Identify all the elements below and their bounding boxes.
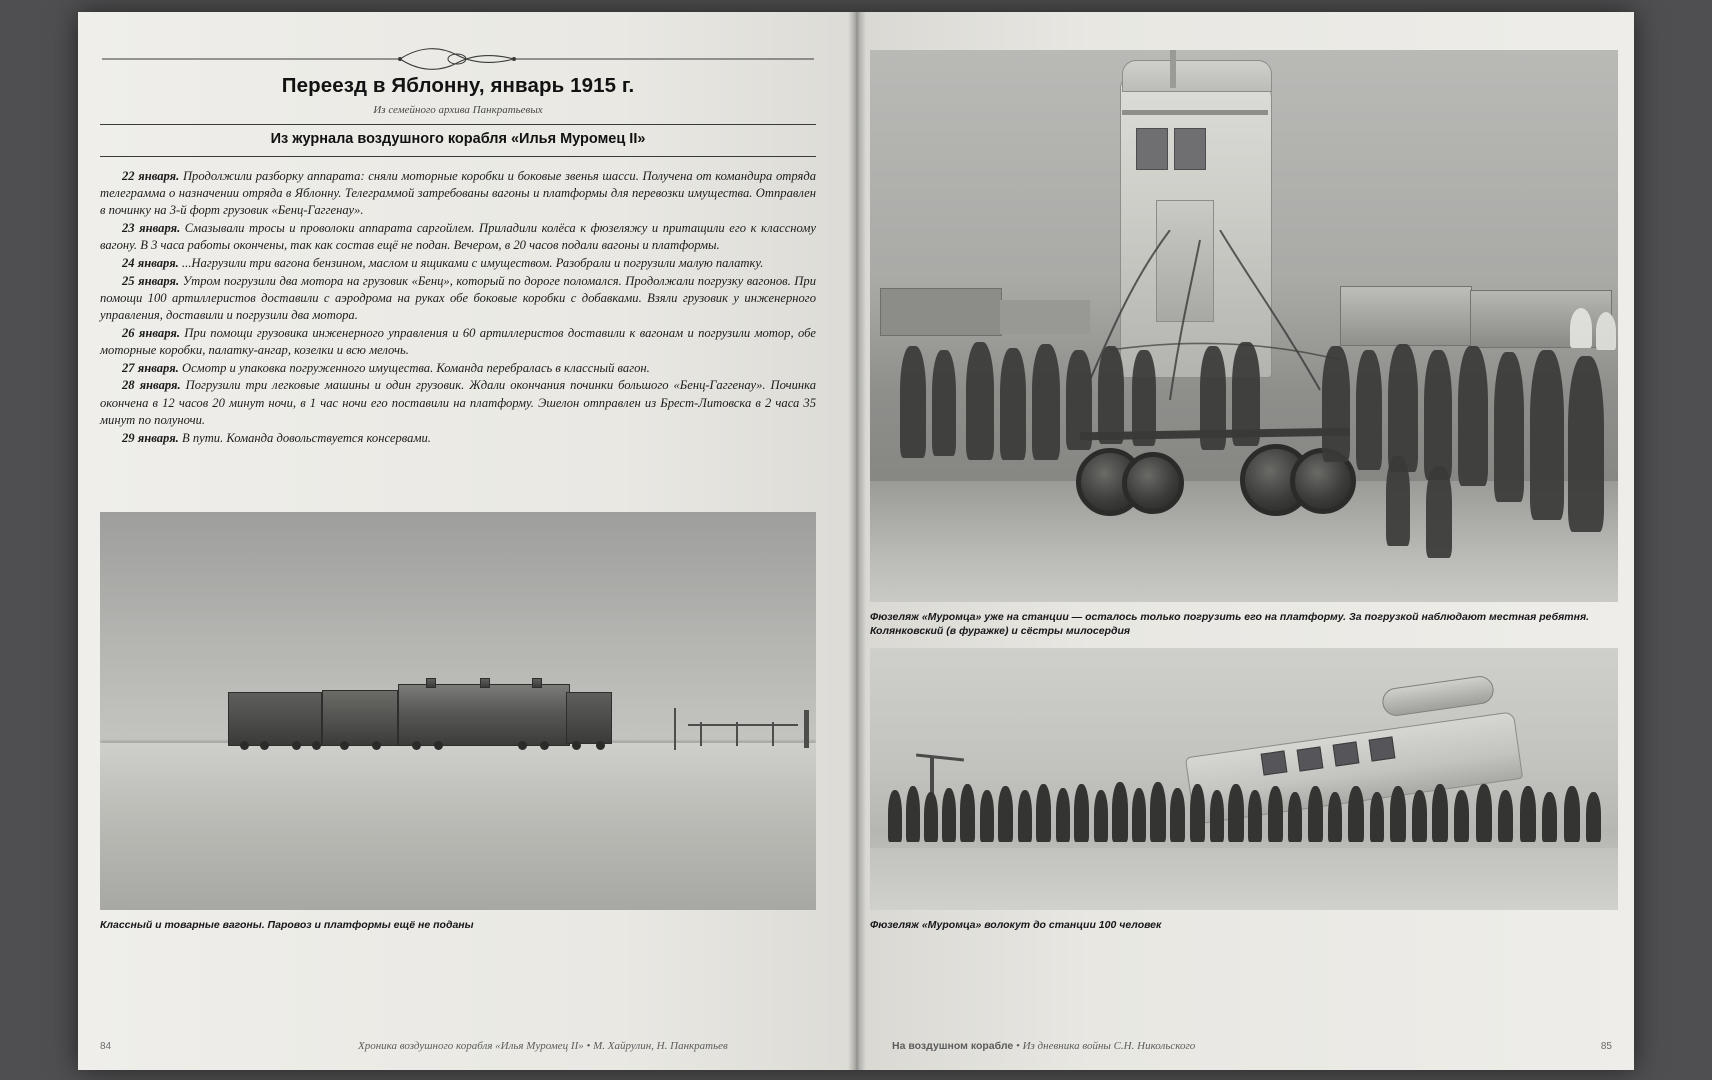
hauler: [924, 792, 938, 842]
journal-entry: [100, 273, 816, 325]
car-wheel: [312, 741, 321, 750]
journal-entry-text: Осмотр и упаковка погруженного имущества. Команда перебралась в классный вагон.: [178, 360, 650, 375]
person-in-crowd: [1424, 350, 1452, 480]
journal-entry-text: ...Нагрузили три вагона бензином, маслом и ящиками с имуществом. Разобрали и погрузили малую палатку.: [178, 256, 764, 271]
page-title: Переезд в Яблонну, январь 1915 г.: [281, 74, 635, 97]
hauler: [1018, 790, 1032, 842]
distant-structure: [804, 710, 809, 748]
hauler: [1476, 784, 1492, 842]
journal-entry: [100, 255, 816, 272]
journal-entry: [100, 377, 816, 429]
person-in-crowd: [1066, 350, 1092, 450]
car-wheel: [518, 741, 527, 750]
book-spread: [78, 12, 1634, 1070]
journal-entry-text: Смазывали тросы и проволоки аппарата саргойлем. Приладили колёса к фюзеляжу и притащили его к классному вагону. В 3 часа работы окончены, так как состав ещё не подан. Вечером, в 20 часов подали вагоны и платформы.: [100, 221, 816, 253]
person-in-crowd: [1032, 344, 1060, 460]
running-head-left: Хроника воздушного корабля «Илья Муромец II» • М. Хайрулин, Н. Панкратьев: [358, 1040, 728, 1052]
car-wheel: [412, 741, 421, 750]
person-in-crowd: [1356, 350, 1382, 470]
car-wheel: [434, 741, 443, 750]
journal-entry-date: 28 января.: [122, 378, 181, 393]
journal-entry-date: 26 января.: [122, 325, 180, 340]
journal-entry-date: 22 января.: [122, 169, 180, 183]
journal-entry: [100, 220, 816, 254]
undercarriage-wheel: [1122, 452, 1184, 514]
fuselage-window: [1261, 750, 1288, 775]
person-in-crowd: [966, 342, 994, 460]
hauler: [1228, 784, 1244, 842]
person-in-crowd: [1494, 352, 1524, 502]
caption-fuselage-photo: Фюзеляж «Муромца» уже на станции — осталось только погрузить его на платформу. За погрузкой наблюдают местная ребятня. Колянковский (в фуражке) и сёстры милосердия: [870, 611, 1590, 637]
photo-snow-field: [100, 743, 816, 910]
hauler: [1074, 784, 1089, 842]
car-wheel: [596, 741, 605, 750]
hauler: [1586, 792, 1601, 842]
hauler: [1132, 788, 1146, 842]
photo-train-in-snow: [100, 512, 816, 910]
fuselage-window: [1136, 128, 1168, 170]
hauler: [1520, 786, 1536, 842]
hauler: [1094, 790, 1108, 842]
car-roof-vent-3: [532, 678, 542, 688]
journal-entry-date: 23 января.: [122, 221, 181, 236]
photo-fuselage-at-station: [870, 50, 1618, 602]
journal-entry-text: Утром погрузили два мотора на грузовик «Бенц», который по дороге поломался. Продолжали погрузку вагонов. При помощи 100 артиллеристов доставили с аэродрома на руках обе боковые коробки с добавками. Взяли грузовик у инженерного управления, доставили и погрузили два мотора.: [100, 273, 816, 323]
car-wheel: [572, 741, 581, 750]
person-in-crowd: [1388, 344, 1418, 472]
person-in-crowd: [1132, 350, 1156, 446]
caption-train-photo: Классный и товарные вагоны. Паровоз и платформы ещё не поданы: [100, 919, 474, 931]
hauler: [942, 788, 956, 842]
journal-entry-date: 24 января.: [122, 256, 179, 271]
caption-hauling-photo: Фюзеляж «Муромца» волокут до станции 100 человек: [870, 919, 1162, 931]
fuselage-window: [1174, 128, 1206, 170]
page-subtitle: Из семейного архива Панкратьевых: [373, 104, 543, 116]
fence-rail: [688, 724, 798, 726]
fuselage-window: [1369, 736, 1396, 761]
hauler: [1412, 790, 1427, 842]
hauler: [998, 786, 1013, 842]
hauler: [1328, 792, 1342, 842]
hauler: [1498, 790, 1513, 842]
fence-post: [736, 722, 738, 746]
person-in-crowd: [1200, 346, 1226, 450]
hauler: [906, 786, 920, 842]
hauler: [1454, 790, 1469, 842]
hauler: [1268, 786, 1283, 842]
nurse-in-white: [1596, 312, 1616, 350]
journal-entry-text: При помощи грузовика инженерного управления и 60 артиллеристов доставили к вагонам и погрузили мотор, обе моторные коробки, палатку-ангар, козелки и всю мелочь.: [100, 325, 816, 358]
running-head-right-bold: На воздушном корабле: [892, 1040, 1014, 1052]
hauler: [1288, 792, 1302, 842]
person-in-crowd: [900, 346, 926, 458]
rule-above-section: [100, 124, 816, 125]
fuselage-window: [1333, 741, 1360, 766]
photo-hauling-fuselage: [870, 648, 1618, 910]
car-roof-vent-2: [480, 678, 490, 688]
hauler: [1112, 782, 1128, 842]
freight-car-2: [322, 690, 398, 746]
hauler: [888, 790, 902, 842]
car-roof-vent-1: [426, 678, 436, 688]
child-in-crowd: [1386, 456, 1410, 546]
ornament-divider: [100, 40, 816, 78]
hauler: [1308, 786, 1323, 842]
person-in-crowd: [1568, 356, 1604, 532]
hauler: [1390, 786, 1406, 842]
folio-left: 84: [100, 1041, 112, 1052]
car-wheel: [340, 741, 349, 750]
car-wheel: [292, 741, 301, 750]
journal-entry: [100, 325, 816, 359]
person-in-crowd: [932, 350, 956, 456]
hauler: [1150, 782, 1166, 842]
snow-foreground: [870, 848, 1618, 910]
journal-entries: [100, 168, 816, 447]
hauler: [1248, 790, 1262, 842]
hauler: [960, 784, 975, 842]
hauler: [1370, 792, 1384, 842]
running-head-right-rest: • Из дневника войны С.Н. Никольского: [1013, 1040, 1196, 1052]
hauler: [980, 790, 994, 842]
fence-post: [700, 722, 702, 746]
person-in-crowd: [1530, 350, 1564, 520]
hauler: [1564, 786, 1580, 842]
fuselage-upper-panel: [1122, 60, 1272, 92]
section-heading: Из журнала воздушного корабля «Илья Муромец II»: [270, 131, 646, 147]
person-in-crowd: [1232, 342, 1260, 446]
hauler: [1036, 784, 1051, 842]
journal-entry-text: Продолжили разборку аппарата: сняли моторные коробки и боковые звенья шасси. Получена от командира отряда телеграмма о назначении отряда в Яблонну. Телеграммой затребованы вагоны и платформы для перевозки имущества. Отправлен в починку на 3-й форт грузовик «Бенц-Гаггенау».: [100, 169, 817, 218]
telegraph-pole: [674, 708, 676, 750]
journal-entry-date: 29 января.: [122, 430, 179, 445]
fuselage-stripe: [1122, 110, 1268, 115]
freight-car-1: [228, 692, 322, 746]
left-page: [78, 12, 856, 1070]
journal-entry-text: Погрузили три легковые машины и один грузовик. Ждали окончания починки большого «Бенц-Гаггенау». Починка окончена в 12 часов 20 минут ночи, в 1 час ночи его поставили на платформу. Эшелон отправлен из Брест-Литовска в 2 часа 35 минут по полуночи.: [100, 378, 817, 427]
nurse-in-white: [1570, 308, 1592, 348]
hauler: [1056, 788, 1070, 842]
fence-post: [772, 722, 774, 746]
distant-railcar: [880, 288, 1002, 336]
child-in-crowd: [1426, 466, 1452, 558]
journal-entry-date: 27 января.: [122, 360, 179, 375]
running-head-right: [892, 1040, 1195, 1052]
hauler: [1210, 790, 1224, 842]
hauler: [1432, 784, 1448, 842]
freight-car-3: [566, 692, 612, 744]
hauler: [1348, 786, 1364, 842]
right-page: [856, 12, 1634, 1070]
hauler: [1542, 792, 1557, 842]
journal-entry: [100, 168, 816, 220]
person-in-crowd: [1098, 346, 1124, 444]
person-in-crowd: [1458, 346, 1488, 486]
car-wheel: [372, 741, 381, 750]
passenger-car: [398, 684, 570, 746]
hauler: [1170, 788, 1185, 842]
journal-entry-text: В пути. Команда довольствуется консервами.: [178, 430, 431, 445]
rule-below-section: [100, 156, 816, 157]
fuselage-mast: [1170, 50, 1176, 88]
journal-entry-date: 25 января.: [122, 273, 180, 288]
hauler: [1190, 784, 1205, 842]
journal-entry: [100, 430, 816, 447]
fuselage-window: [1297, 746, 1324, 771]
person-in-crowd: [1322, 346, 1350, 462]
car-wheel: [260, 741, 269, 750]
person-in-crowd: [1000, 348, 1026, 460]
journal-entry: [100, 360, 816, 377]
car-wheel: [540, 741, 549, 750]
folio-right: 85: [1600, 1041, 1612, 1052]
car-wheel: [240, 741, 249, 750]
